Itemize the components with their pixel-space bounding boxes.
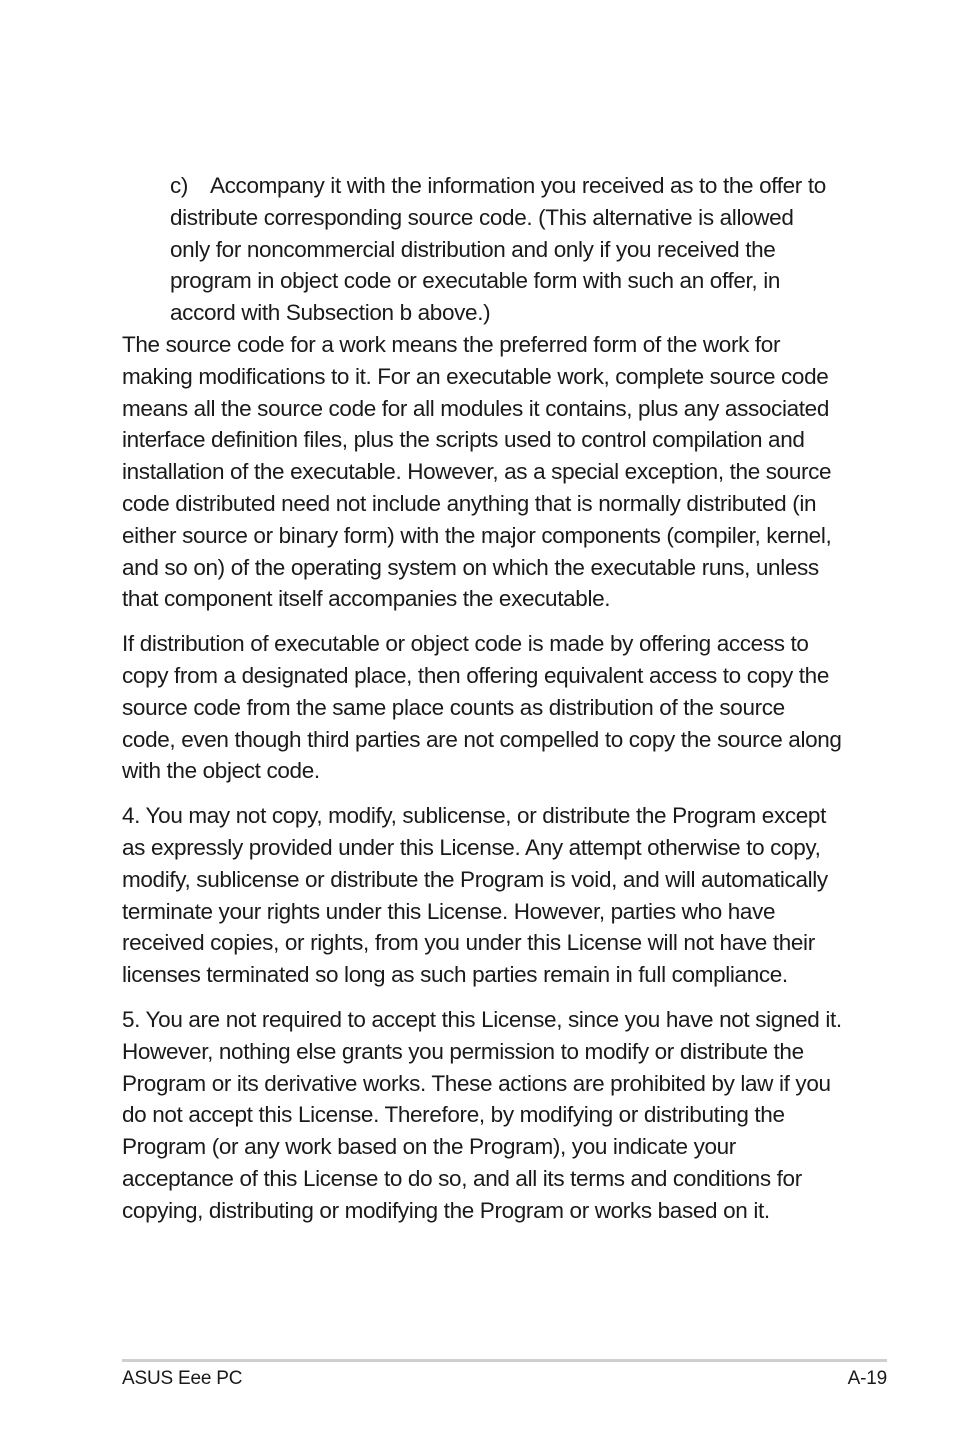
paragraph-section-5: 5. You are not required to accept this License, since you have not signed it. However, nothing else grants you permission to modify or distribute the Program or its derivative works. These actions are prohibited by law if you do not accept this License. Therefore, by modifying or distributing the Program (or any work based on the Program), you indicate your acceptance of this License to do so, and all its terms and conditions for copying, distributing or modifying the Program or works based on it. <box>122 1006 842 1223</box>
footer-page-number: A-19 <box>847 1368 887 1389</box>
paragraph-section-4: 4. You may not copy, modify, sublicense, or distribute the Program except as expressly provided under this License. Any attempt otherwise to copy, modify, sublicense or distribute the Program is void, and will automatically terminate your rights under this License. However, parties who have received copies, or rights, from you under this License will not have their licenses terminated so long as such parties remain in full compliance. <box>122 803 828 988</box>
footer-divider <box>122 1359 887 1362</box>
footer-product-name: ASUS Eee PC <box>122 1368 243 1389</box>
paragraph-source-code-definition: The source code for a work means the preferred form of the work for making modifications to it. For an executable work, complete source code means all the source code for all modules it contains, plus any associated interface definition files, plus the scripts used to control compilation and installation of the executable. However, as a special exception, the source code distributed need not include anything that is normally distributed (in either source or binary form) with the major components (compiler, kernel, and so on) of the operating system on which the executable runs, unless that component itself accompanies the executable. <box>122 331 832 612</box>
list-item-text: Accompany it with the information you received as to the offer to distribute corresponding source code. (This alternative is allowed only for noncommercial distribution and only if you received the program in object code or executable form with such an offer, in accord with Subsection b above.) <box>170 173 826 326</box>
paragraph-distribution-access: If distribution of executable or object code is made by offering access to copy from a designated place, then offering equivalent access to copy the source code from the same place counts as distribution of the source code, even though third parties are not compelled to copy the source along with the object code. <box>122 631 842 784</box>
page-content <box>122 170 842 1227</box>
list-item-marker: c) <box>170 173 189 198</box>
list-item-c <box>170 170 838 329</box>
